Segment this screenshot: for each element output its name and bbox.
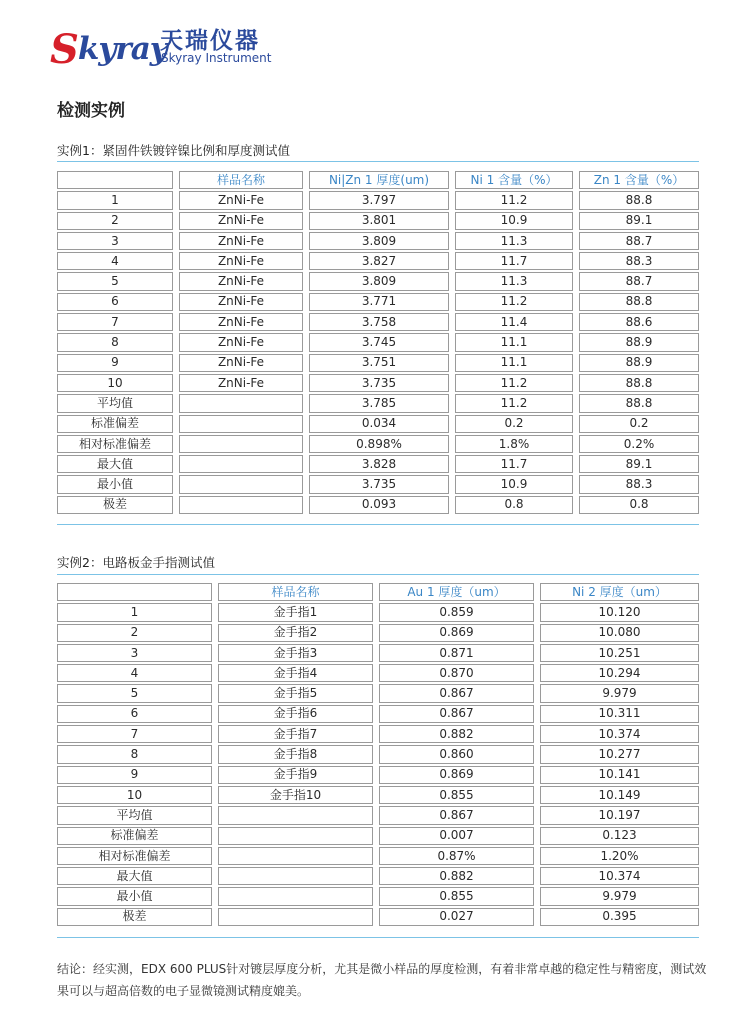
table-row	[57, 867, 699, 885]
table-cell: 4	[57, 252, 173, 270]
table-cell: 10	[57, 374, 173, 392]
table-cell: 88.8	[579, 394, 699, 412]
table-cell: 3.809	[309, 272, 449, 290]
table-cell: 0.027	[379, 908, 534, 926]
example1-column-header: Zn 1 含量（%）	[579, 171, 699, 189]
table-cell: 3.809	[309, 232, 449, 250]
table-cell	[218, 887, 373, 905]
table-cell	[179, 475, 303, 493]
table-cell: 8	[57, 745, 212, 763]
example1-column-header: Ni 1 含量（%）	[455, 171, 573, 189]
table-cell: 2	[57, 212, 173, 230]
table-cell: 88.8	[579, 374, 699, 392]
table-cell: ZnNi-Fe	[179, 272, 303, 290]
table-cell: 0.8	[455, 496, 573, 514]
table-cell: 88.3	[579, 252, 699, 270]
table-cell: 11.7	[455, 252, 573, 270]
table-cell: 1.8%	[455, 435, 573, 453]
table-cell	[179, 415, 303, 433]
table-cell	[218, 827, 373, 845]
example1-column-header: 样品名称	[179, 171, 303, 189]
table-cell: 10.374	[540, 725, 699, 743]
table-cell: 3.758	[309, 313, 449, 331]
table-cell: 88.7	[579, 272, 699, 290]
table-cell: 6	[57, 293, 173, 311]
table-cell: 3.771	[309, 293, 449, 311]
table-cell: ZnNi-Fe	[179, 374, 303, 392]
table-cell: 平均值	[57, 806, 212, 824]
table-cell: 11.4	[455, 313, 573, 331]
table-cell: 10.141	[540, 766, 699, 784]
table-cell: 10	[57, 786, 212, 804]
table-cell: 金手指4	[218, 664, 373, 682]
table-cell: 3.828	[309, 455, 449, 473]
table-cell: ZnNi-Fe	[179, 354, 303, 372]
table-row	[57, 191, 699, 209]
table-cell: 3	[57, 644, 212, 662]
table-cell	[179, 455, 303, 473]
table-row	[57, 293, 699, 311]
table-cell: 88.9	[579, 354, 699, 372]
table-cell: 10.9	[455, 475, 573, 493]
table-cell: 9.979	[540, 684, 699, 702]
table-cell: 标准偏差	[57, 415, 173, 433]
table-cell: 金手指1	[218, 603, 373, 621]
table-cell: 0.034	[309, 415, 449, 433]
table-cell: 7	[57, 313, 173, 331]
table-cell: ZnNi-Fe	[179, 293, 303, 311]
table-cell: 金手指6	[218, 705, 373, 723]
table-cell: 88.3	[579, 475, 699, 493]
table-cell: 极差	[57, 908, 212, 926]
table-cell: 7	[57, 725, 212, 743]
table-cell: 10.120	[540, 603, 699, 621]
table-cell: 10.9	[455, 212, 573, 230]
table-cell: 10.311	[540, 705, 699, 723]
example1-title: 实例1：紧固件铁镀锌镍比例和厚度测试值	[57, 143, 290, 158]
brand-name-cn: 天瑞仪器	[160, 28, 260, 54]
table-row	[57, 455, 699, 473]
table-cell: 0.882	[379, 867, 534, 885]
brand-header	[50, 14, 370, 73]
table-cell	[218, 806, 373, 824]
table-cell: 9	[57, 766, 212, 784]
table-cell: 金手指7	[218, 725, 373, 743]
table-cell: ZnNi-Fe	[179, 232, 303, 250]
table-cell: 0.8	[579, 496, 699, 514]
table-cell: 11.2	[455, 394, 573, 412]
brand-name-en: Skyray Instrument	[161, 51, 272, 65]
table-row	[57, 786, 699, 804]
table-cell: 4	[57, 664, 212, 682]
table-cell: 最大值	[57, 455, 173, 473]
table-cell: 8	[57, 333, 173, 351]
table-row	[57, 374, 699, 392]
table-cell: 最大值	[57, 867, 212, 885]
table-cell: 0.867	[379, 705, 534, 723]
table-cell: 5	[57, 272, 173, 290]
table-cell: 89.1	[579, 455, 699, 473]
table-cell: 11.1	[455, 354, 573, 372]
table-cell: 0.2	[579, 415, 699, 433]
table-cell: ZnNi-Fe	[179, 333, 303, 351]
table-cell: ZnNi-Fe	[179, 313, 303, 331]
table-row	[57, 415, 699, 433]
example2-column-header: Au 1 厚度（um）	[379, 583, 534, 601]
table-row	[57, 603, 699, 621]
table-row	[57, 394, 699, 412]
example1-bottom-rule	[57, 524, 699, 525]
example2-bottom-rule	[57, 937, 699, 938]
table-cell: 10.277	[540, 745, 699, 763]
table-row	[57, 847, 699, 865]
table-cell: 11.2	[455, 293, 573, 311]
page-title: 检测实例	[57, 101, 125, 121]
table-cell: 11.2	[455, 374, 573, 392]
table-row	[57, 496, 699, 514]
table-cell: 3.735	[309, 475, 449, 493]
table-cell: 金手指9	[218, 766, 373, 784]
table-cell: 88.8	[579, 293, 699, 311]
table-row	[57, 887, 699, 905]
table-cell: 标准偏差	[57, 827, 212, 845]
table-cell: 1	[57, 603, 212, 621]
example1-column-header	[57, 171, 173, 189]
table-row	[57, 745, 699, 763]
table-cell: 0.123	[540, 827, 699, 845]
table-cell: 0.855	[379, 887, 534, 905]
table-cell: 10.197	[540, 806, 699, 824]
table-cell: 金手指5	[218, 684, 373, 702]
table-row	[57, 313, 699, 331]
table-cell: 平均值	[57, 394, 173, 412]
table-cell	[218, 867, 373, 885]
table-row	[57, 644, 699, 662]
conclusion-text: 结论：经实测，EDX 600 PLUS针对镀层厚度分析，尤其是微小样品的厚度检测，有着非常卓越的稳定性与精密度，测试效果可以与超高倍数的电子显微镜测试精度媲美。	[57, 962, 707, 998]
table-row	[57, 684, 699, 702]
table-cell	[179, 394, 303, 412]
table-cell: 金手指3	[218, 644, 373, 662]
table-cell: 3.797	[309, 191, 449, 209]
table-row	[57, 354, 699, 372]
table-cell: 极差	[57, 496, 173, 514]
table-cell: 3.735	[309, 374, 449, 392]
table-cell: 0.867	[379, 806, 534, 824]
table-cell: 3.827	[309, 252, 449, 270]
table-cell: 最小值	[57, 887, 212, 905]
table-cell: 0.860	[379, 745, 534, 763]
table-cell: 11.2	[455, 191, 573, 209]
table-cell: 0.869	[379, 766, 534, 784]
table-cell: 88.8	[579, 191, 699, 209]
table-cell: 0.395	[540, 908, 699, 926]
table-cell: 10.374	[540, 867, 699, 885]
table-cell: 0.855	[379, 786, 534, 804]
table-cell: 相对标准偏差	[57, 847, 212, 865]
table-row	[57, 252, 699, 270]
example2-top-rule	[57, 574, 699, 575]
example2-title: 实例2：电路板金手指测试值	[57, 555, 215, 570]
table-cell: 10.080	[540, 624, 699, 642]
table-cell	[179, 496, 303, 514]
table-cell: 0.2%	[579, 435, 699, 453]
table-cell: 金手指2	[218, 624, 373, 642]
table-row	[57, 806, 699, 824]
table-cell: ZnNi-Fe	[179, 191, 303, 209]
example2-column-header: 样品名称	[218, 583, 373, 601]
example1-table	[57, 169, 699, 516]
table-cell: 3.745	[309, 333, 449, 351]
table-cell: ZnNi-Fe	[179, 252, 303, 270]
example2-column-header: Ni 2 厚度（um）	[540, 583, 699, 601]
skyray-logo: Skyray	[50, 26, 167, 73]
table-cell	[179, 435, 303, 453]
table-cell: 0.007	[379, 827, 534, 845]
table-row	[57, 827, 699, 845]
table-cell: 9.979	[540, 887, 699, 905]
table-row	[57, 272, 699, 290]
example2-table	[57, 581, 699, 928]
table-cell: 11.7	[455, 455, 573, 473]
table-cell: 0.882	[379, 725, 534, 743]
table-cell: 11.3	[455, 232, 573, 250]
table-cell: 0.869	[379, 624, 534, 642]
table-cell: 3	[57, 232, 173, 250]
table-cell: 10.149	[540, 786, 699, 804]
table-cell: 金手指10	[218, 786, 373, 804]
table-row	[57, 908, 699, 926]
table-cell: 10.251	[540, 644, 699, 662]
table-cell: ZnNi-Fe	[179, 212, 303, 230]
table-row	[57, 333, 699, 351]
table-row	[57, 232, 699, 250]
table-row	[57, 212, 699, 230]
table-row	[57, 624, 699, 642]
table-row	[57, 725, 699, 743]
table-cell: 最小值	[57, 475, 173, 493]
table-cell: 5	[57, 684, 212, 702]
table-cell: 11.3	[455, 272, 573, 290]
table-cell: 88.6	[579, 313, 699, 331]
table-cell: 2	[57, 624, 212, 642]
table-cell: 1	[57, 191, 173, 209]
table-cell: 6	[57, 705, 212, 723]
table-row	[57, 435, 699, 453]
table-cell: 9	[57, 354, 173, 372]
table-cell: 0.2	[455, 415, 573, 433]
example1-column-header: Ni|Zn 1 厚度(um)	[309, 171, 449, 189]
table-cell: 89.1	[579, 212, 699, 230]
table-cell: 0.871	[379, 644, 534, 662]
table-cell: 10.294	[540, 664, 699, 682]
table-row	[57, 766, 699, 784]
table-row	[57, 475, 699, 493]
table-cell	[218, 847, 373, 865]
table-cell: 3.785	[309, 394, 449, 412]
table-row	[57, 705, 699, 723]
table-cell: 3.801	[309, 212, 449, 230]
table-cell: 金手指8	[218, 745, 373, 763]
table-cell: 88.7	[579, 232, 699, 250]
table-cell: 0.898%	[309, 435, 449, 453]
table-cell: 11.1	[455, 333, 573, 351]
example2-column-header	[57, 583, 212, 601]
table-row	[57, 664, 699, 682]
table-cell: 相对标准偏差	[57, 435, 173, 453]
table-cell: 0.87%	[379, 847, 534, 865]
table-cell: 1.20%	[540, 847, 699, 865]
table-cell: 3.751	[309, 354, 449, 372]
table-cell: 0.867	[379, 684, 534, 702]
table-cell	[218, 908, 373, 926]
table-cell: 0.870	[379, 664, 534, 682]
table-cell: 0.859	[379, 603, 534, 621]
example1-top-rule	[57, 161, 699, 162]
table-cell: 0.093	[309, 496, 449, 514]
table-cell: 88.9	[579, 333, 699, 351]
